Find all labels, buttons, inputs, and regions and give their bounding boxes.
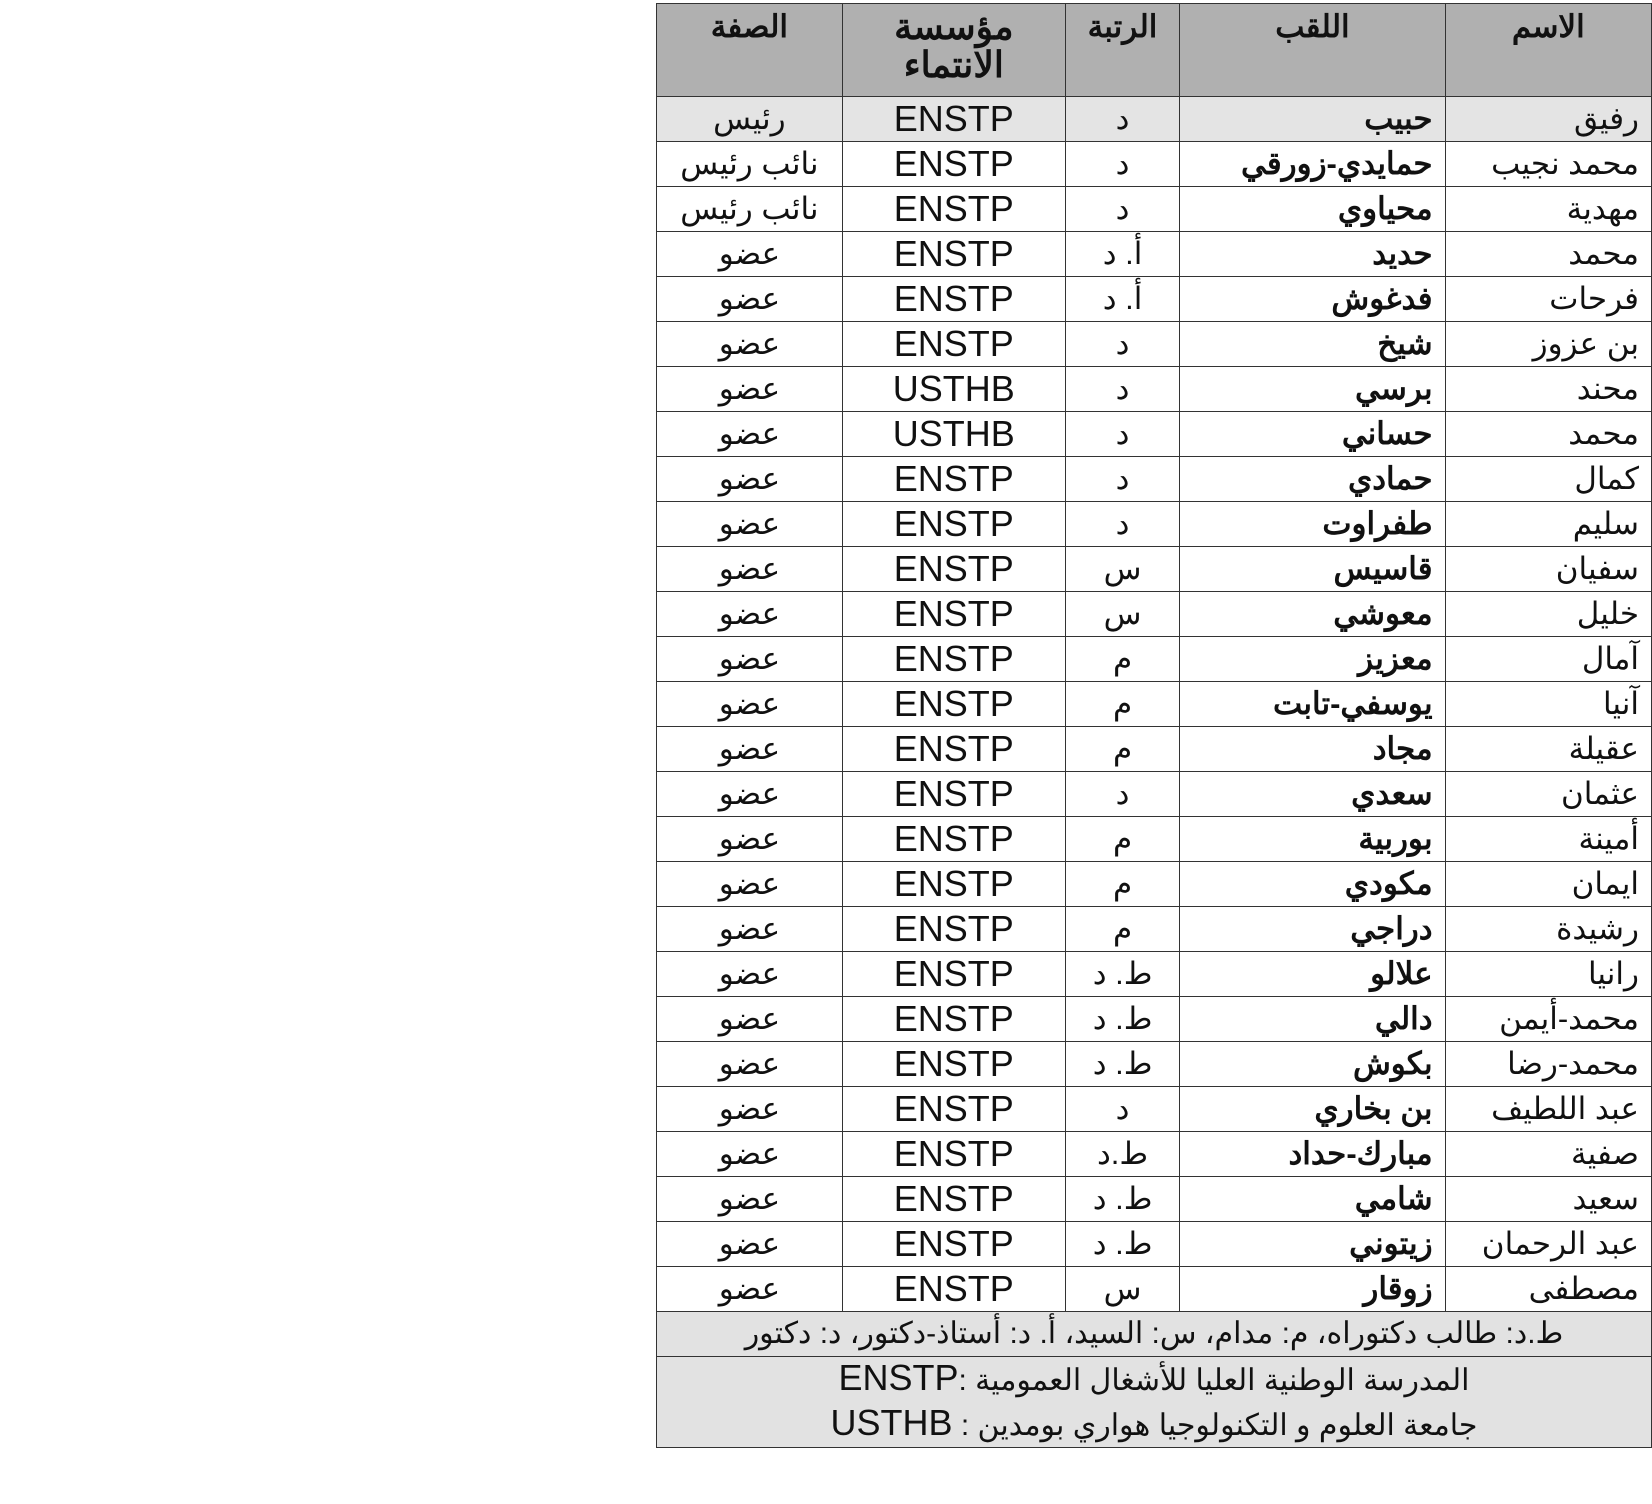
member-surname: سعدي bbox=[1180, 772, 1445, 817]
member-role: عضو bbox=[657, 232, 843, 277]
member-role: عضو bbox=[657, 637, 843, 682]
member-role: عضو bbox=[657, 1132, 843, 1177]
member-institution: ENSTP bbox=[842, 1132, 1065, 1177]
member-surname: شامي bbox=[1180, 1177, 1445, 1222]
member-grade: س bbox=[1065, 592, 1180, 637]
member-role: عضو bbox=[657, 817, 843, 862]
member-role: عضو bbox=[657, 457, 843, 502]
table-row bbox=[657, 187, 1652, 232]
committee-table bbox=[656, 3, 1652, 1448]
member-grade: م bbox=[1065, 637, 1180, 682]
member-surname: حديد bbox=[1180, 232, 1445, 277]
table-row bbox=[657, 97, 1652, 142]
member-institution: ENSTP bbox=[842, 817, 1065, 862]
member-grade: م bbox=[1065, 862, 1180, 907]
member-grade: د bbox=[1065, 322, 1180, 367]
header-surname: اللقب bbox=[1180, 4, 1445, 97]
table-row bbox=[657, 412, 1652, 457]
member-grade: د bbox=[1065, 1087, 1180, 1132]
legend-enstp bbox=[669, 1357, 1639, 1402]
member-name: ايمان bbox=[1445, 862, 1651, 907]
member-surname: حمادي bbox=[1180, 457, 1445, 502]
member-institution: ENSTP bbox=[842, 592, 1065, 637]
member-name: عثمان bbox=[1445, 772, 1651, 817]
table-body bbox=[657, 97, 1652, 1312]
header-grade: الرتبة bbox=[1065, 4, 1180, 97]
member-role: عضو bbox=[657, 367, 843, 412]
member-grade: ط. د bbox=[1065, 1177, 1180, 1222]
member-name: مصطفى bbox=[1445, 1267, 1651, 1312]
member-institution: ENSTP bbox=[842, 1267, 1065, 1312]
member-institution: ENSTP bbox=[842, 682, 1065, 727]
member-institution: ENSTP bbox=[842, 322, 1065, 367]
member-grade: س bbox=[1065, 547, 1180, 592]
member-institution: USTHB bbox=[842, 367, 1065, 412]
member-institution: ENSTP bbox=[842, 727, 1065, 772]
institution-legend bbox=[657, 1357, 1652, 1448]
member-surname: مكودي bbox=[1180, 862, 1445, 907]
member-grade: د bbox=[1065, 97, 1180, 142]
member-grade: م bbox=[1065, 682, 1180, 727]
table-row bbox=[657, 1267, 1652, 1312]
header-name: الاسم bbox=[1445, 4, 1651, 97]
table-row bbox=[657, 1222, 1652, 1267]
member-grade: د bbox=[1065, 502, 1180, 547]
table-row bbox=[657, 772, 1652, 817]
table-row bbox=[657, 457, 1652, 502]
table-row bbox=[657, 547, 1652, 592]
member-institution: USTHB bbox=[842, 412, 1065, 457]
member-name: عبد الرحمان bbox=[1445, 1222, 1651, 1267]
member-role: عضو bbox=[657, 1087, 843, 1132]
member-name: سليم bbox=[1445, 502, 1651, 547]
header-institution: مؤسسة الانتماء bbox=[842, 4, 1065, 97]
member-grade: د bbox=[1065, 142, 1180, 187]
member-name: سعيد bbox=[1445, 1177, 1651, 1222]
member-institution: ENSTP bbox=[842, 907, 1065, 952]
member-surname: مجاد bbox=[1180, 727, 1445, 772]
member-institution: ENSTP bbox=[842, 142, 1065, 187]
member-institution: ENSTP bbox=[842, 97, 1065, 142]
member-role: عضو bbox=[657, 1177, 843, 1222]
header-role: الصفة bbox=[657, 4, 843, 97]
member-institution: ENSTP bbox=[842, 277, 1065, 322]
member-surname: علالو bbox=[1180, 952, 1445, 997]
member-name: رشيدة bbox=[1445, 907, 1651, 952]
member-role: عضو bbox=[657, 682, 843, 727]
member-institution: ENSTP bbox=[842, 502, 1065, 547]
member-surname: شيخ bbox=[1180, 322, 1445, 367]
member-role: عضو bbox=[657, 1267, 843, 1312]
table-row bbox=[657, 1177, 1652, 1222]
table-row bbox=[657, 592, 1652, 637]
table-row bbox=[657, 367, 1652, 412]
member-surname: دالي bbox=[1180, 997, 1445, 1042]
table-row bbox=[657, 1042, 1652, 1087]
table-row bbox=[657, 862, 1652, 907]
member-institution: ENSTP bbox=[842, 637, 1065, 682]
legend-row bbox=[657, 1357, 1652, 1448]
member-grade: أ. د bbox=[1065, 232, 1180, 277]
member-name: محمد-رضا bbox=[1445, 1042, 1651, 1087]
member-grade: ط. د bbox=[1065, 997, 1180, 1042]
member-surname: معوشي bbox=[1180, 592, 1445, 637]
member-name: آنيا bbox=[1445, 682, 1651, 727]
member-surname: فدغوش bbox=[1180, 277, 1445, 322]
legend-enstp-text: المدرسة الوطنية العليا للأشغال العمومية : bbox=[958, 1364, 1470, 1397]
member-institution: ENSTP bbox=[842, 772, 1065, 817]
member-role: عضو bbox=[657, 1042, 843, 1087]
member-role: عضو bbox=[657, 592, 843, 637]
member-grade: ط. د bbox=[1065, 952, 1180, 997]
member-role: عضو bbox=[657, 277, 843, 322]
member-role: عضو bbox=[657, 412, 843, 457]
member-surname: زيتوني bbox=[1180, 1222, 1445, 1267]
member-institution: ENSTP bbox=[842, 1042, 1065, 1087]
member-role: نائب رئيس bbox=[657, 142, 843, 187]
table-row bbox=[657, 322, 1652, 367]
member-institution: ENSTP bbox=[842, 1177, 1065, 1222]
member-role: عضو bbox=[657, 322, 843, 367]
member-surname: بن بخاري bbox=[1180, 1087, 1445, 1132]
member-grade: د bbox=[1065, 457, 1180, 502]
member-grade: ط. د bbox=[1065, 1042, 1180, 1087]
table-row bbox=[657, 277, 1652, 322]
member-grade: م bbox=[1065, 817, 1180, 862]
table-row bbox=[657, 1132, 1652, 1177]
member-name: محمد نجيب bbox=[1445, 142, 1651, 187]
member-grade: ط.د bbox=[1065, 1132, 1180, 1177]
member-grade: د bbox=[1065, 367, 1180, 412]
member-surname: حمايدي-زورقي bbox=[1180, 142, 1445, 187]
member-name: مهدية bbox=[1445, 187, 1651, 232]
member-name: بن عزوز bbox=[1445, 322, 1651, 367]
member-name: فرحات bbox=[1445, 277, 1651, 322]
member-surname: قاسيس bbox=[1180, 547, 1445, 592]
member-grade: د bbox=[1065, 772, 1180, 817]
member-name: كمال bbox=[1445, 457, 1651, 502]
table-row bbox=[657, 952, 1652, 997]
header-row bbox=[657, 4, 1652, 97]
table-row bbox=[657, 142, 1652, 187]
member-role: عضو bbox=[657, 547, 843, 592]
member-name: محمد-أيمن bbox=[1445, 997, 1651, 1042]
member-grade: أ. د bbox=[1065, 277, 1180, 322]
member-grade: م bbox=[1065, 727, 1180, 772]
member-role: نائب رئيس bbox=[657, 187, 843, 232]
member-institution: ENSTP bbox=[842, 187, 1065, 232]
member-surname: محياوي bbox=[1180, 187, 1445, 232]
table-row bbox=[657, 637, 1652, 682]
member-institution: ENSTP bbox=[842, 457, 1065, 502]
member-institution: ENSTP bbox=[842, 1222, 1065, 1267]
member-institution: ENSTP bbox=[842, 1087, 1065, 1132]
legend-enstp-code: ENSTP bbox=[838, 1357, 959, 1398]
member-surname: زوقار bbox=[1180, 1267, 1445, 1312]
member-grade: د bbox=[1065, 412, 1180, 457]
member-role: عضو bbox=[657, 952, 843, 997]
member-role: عضو bbox=[657, 772, 843, 817]
member-institution: ENSTP bbox=[842, 997, 1065, 1042]
member-surname: حساني bbox=[1180, 412, 1445, 457]
member-surname: برسي bbox=[1180, 367, 1445, 412]
member-name: محمد bbox=[1445, 232, 1651, 277]
table-row bbox=[657, 682, 1652, 727]
member-role: عضو bbox=[657, 1222, 843, 1267]
member-name: خليل bbox=[1445, 592, 1651, 637]
legend-usthb-code: USTHB bbox=[830, 1402, 953, 1443]
member-name: آمال bbox=[1445, 637, 1651, 682]
table-row bbox=[657, 232, 1652, 277]
abbreviations-note: ط.د: طالب دكتوراه، م: مدام، س: السيد، أ. د: أستاذ-دكتور، د: دكتور bbox=[657, 1312, 1652, 1357]
table-row bbox=[657, 817, 1652, 862]
member-institution: ENSTP bbox=[842, 547, 1065, 592]
member-role: عضو bbox=[657, 862, 843, 907]
member-role: رئيس bbox=[657, 97, 843, 142]
member-institution: ENSTP bbox=[842, 232, 1065, 277]
member-role: عضو bbox=[657, 502, 843, 547]
member-surname: يوسفي-تابت bbox=[1180, 682, 1445, 727]
member-name: سفيان bbox=[1445, 547, 1651, 592]
member-surname: بوربية bbox=[1180, 817, 1445, 862]
member-role: عضو bbox=[657, 907, 843, 952]
legend-usthb bbox=[669, 1402, 1639, 1447]
member-role: عضو bbox=[657, 997, 843, 1042]
member-grade: د bbox=[1065, 187, 1180, 232]
member-name: رانيا bbox=[1445, 952, 1651, 997]
member-name: محمد bbox=[1445, 412, 1651, 457]
member-name: رفيق bbox=[1445, 97, 1651, 142]
table-row bbox=[657, 1087, 1652, 1132]
member-surname: طفراوت bbox=[1180, 502, 1445, 547]
table-row bbox=[657, 997, 1652, 1042]
member-institution: ENSTP bbox=[842, 952, 1065, 997]
table-row bbox=[657, 727, 1652, 772]
member-grade: س bbox=[1065, 1267, 1180, 1312]
member-name: عبد اللطيف bbox=[1445, 1087, 1651, 1132]
legend-usthb-text: جامعة العلوم و التكنولوجيا هواري بومدين : bbox=[960, 1409, 1478, 1442]
member-institution: ENSTP bbox=[842, 862, 1065, 907]
member-name: محند bbox=[1445, 367, 1651, 412]
member-surname: معزيز bbox=[1180, 637, 1445, 682]
abbreviations-row bbox=[657, 1312, 1652, 1357]
table-row bbox=[657, 502, 1652, 547]
member-surname: بكوش bbox=[1180, 1042, 1445, 1087]
member-surname: مبارك-حداد bbox=[1180, 1132, 1445, 1177]
member-name: عقيلة bbox=[1445, 727, 1651, 772]
table-row bbox=[657, 907, 1652, 952]
member-name: أمينة bbox=[1445, 817, 1651, 862]
member-surname: حبيب bbox=[1180, 97, 1445, 142]
member-grade: م bbox=[1065, 907, 1180, 952]
member-name: صفية bbox=[1445, 1132, 1651, 1177]
member-role: عضو bbox=[657, 727, 843, 772]
member-grade: ط. د bbox=[1065, 1222, 1180, 1267]
member-surname: دراجي bbox=[1180, 907, 1445, 952]
